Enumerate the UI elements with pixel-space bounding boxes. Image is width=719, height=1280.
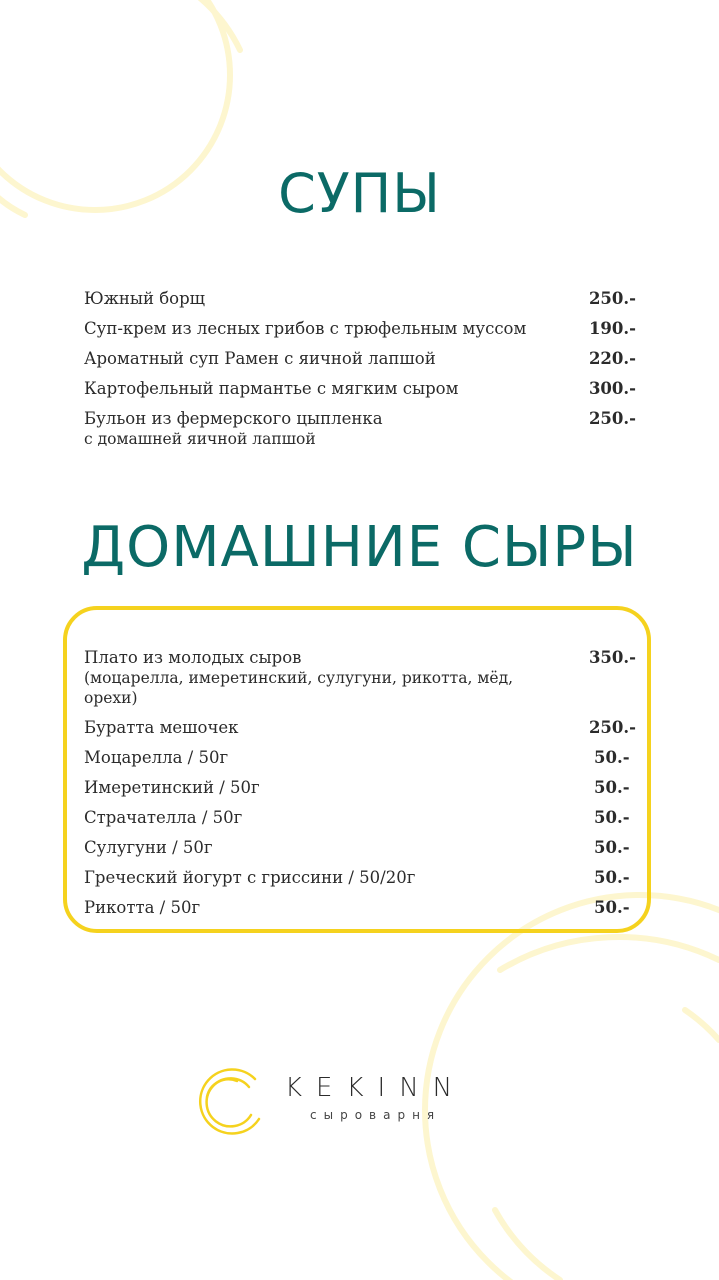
menu-item-name <box>84 349 436 369</box>
menu-item-title: Плато из молодых сыров <box>84 648 302 667</box>
menu-item-name <box>84 289 205 309</box>
menu-item <box>84 718 636 738</box>
menu-item <box>84 898 636 918</box>
menu-item-title: Суп-крем из лесных грибов с трюфельным муссом <box>84 319 527 338</box>
menu-item-description: с домашней яичной лапшой <box>84 430 316 448</box>
menu-item-price: 50.- <box>594 778 630 797</box>
menu-item <box>84 868 636 888</box>
menu-item-name <box>84 409 383 449</box>
menu-item-title: Ароматный суп Рамен с яичной лапшой <box>84 349 436 368</box>
menu-item-title: Страчателла / 50г <box>84 808 243 827</box>
menu-item-title: Рикотта / 50г <box>84 898 201 917</box>
cheeses-menu-list <box>84 648 636 928</box>
menu-item-name <box>84 808 242 828</box>
soups-menu-list <box>84 289 636 459</box>
menu-item <box>84 319 636 339</box>
section-title-cheeses: ДОМАШНИЕ СЫРЫ <box>81 515 638 580</box>
menu-item-price: 50.- <box>594 868 630 887</box>
menu-item <box>84 409 636 449</box>
menu-item-title: Бульон из фермерского цыпленка <box>84 409 383 428</box>
menu-item <box>84 748 636 768</box>
menu-item-name <box>84 379 458 399</box>
menu-item <box>84 838 636 858</box>
menu-item-title: Южный борщ <box>84 289 206 308</box>
menu-item-name <box>84 778 260 798</box>
menu-item-price: 250.- <box>588 718 636 737</box>
menu-item-price: 220.- <box>588 349 636 368</box>
menu-item-name <box>84 898 200 918</box>
menu-item <box>84 349 636 369</box>
menu-item-name <box>84 319 526 339</box>
menu-item-price: 350.- <box>588 648 636 667</box>
menu-item-price: 250.- <box>588 409 636 428</box>
menu-item-title: Моцарелла / 50г <box>84 748 229 767</box>
menu-item-price: 300.- <box>588 379 636 398</box>
menu-item <box>84 778 636 798</box>
menu-item-price: 190.- <box>588 319 636 338</box>
menu-item-name <box>84 838 213 858</box>
menu-item-description: (моцарелла, имеретинский, сулугуни, рикотта, мёд, орехи) <box>84 669 514 707</box>
brand-subtitle: сыроварня <box>310 1108 442 1122</box>
menu-item <box>84 289 636 309</box>
menu-item-name <box>84 748 228 768</box>
section-title-soups: СУПЫ <box>278 162 441 225</box>
menu-item-price: 50.- <box>594 898 630 917</box>
menu-item-title: Буратта мешочек <box>84 718 239 737</box>
menu-item-price: 250.- <box>588 289 636 308</box>
menu-item <box>84 379 636 399</box>
menu-item-title: Сулугуни / 50г <box>84 838 213 857</box>
menu-item <box>84 648 636 708</box>
menu-item-name <box>84 648 554 708</box>
menu-item-name <box>84 868 415 888</box>
menu-item-price: 50.- <box>594 748 630 767</box>
menu-item-name <box>84 718 238 738</box>
menu-item-title: Греческий йогурт с гриссини / 50/20г <box>84 868 416 887</box>
menu-item-title: Имеретинский / 50г <box>84 778 260 797</box>
brand-name: KEKINN <box>285 1073 467 1103</box>
menu-item <box>84 808 636 828</box>
menu-item-price: 50.- <box>594 838 630 857</box>
menu-item-price: 50.- <box>594 808 630 827</box>
menu-item-title: Картофельный пармантье с мягким сыром <box>84 379 459 398</box>
